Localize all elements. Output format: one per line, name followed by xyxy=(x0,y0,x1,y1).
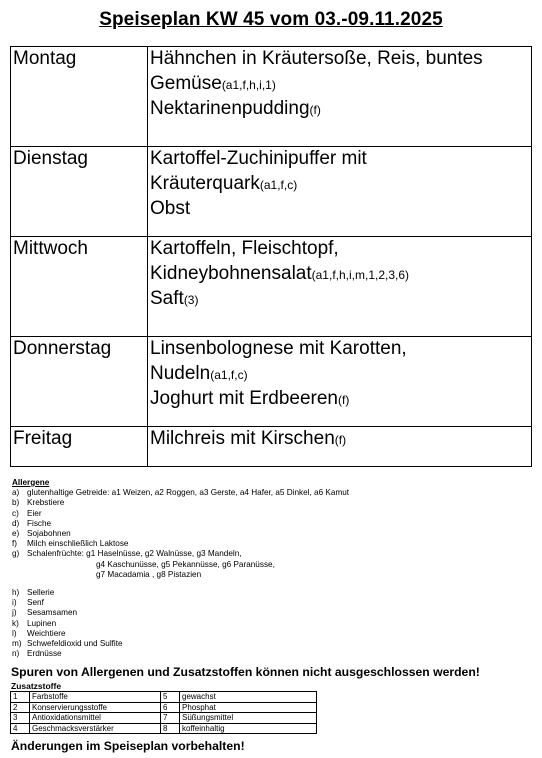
allergen-item xyxy=(12,498,532,508)
allergen-item xyxy=(12,598,532,608)
page-title: Speiseplan KW 45 vom 03.-09.11.2025 xyxy=(99,9,443,30)
zusatz-number: 5 xyxy=(161,692,180,703)
allergen-item xyxy=(12,509,532,519)
meal-cell xyxy=(148,47,532,147)
meal-text: Kidneybohnensalat xyxy=(150,262,312,284)
allergen-item xyxy=(12,608,532,618)
meal-cell xyxy=(148,237,532,337)
allergene-heading: Allergene xyxy=(12,478,50,487)
allergen-continuation: g4 Kaschunüsse, g5 Pekannüsse, g6 Paranüsse, xyxy=(96,559,275,569)
allergen-letter: d) xyxy=(12,518,20,528)
allergen-letter: e) xyxy=(12,529,20,539)
allergen-text: Sellerie xyxy=(27,588,55,598)
meal-text: Linsenbolognese mit Karotten, xyxy=(150,338,407,359)
allergen-text: Sesamsamen xyxy=(27,608,78,618)
meal-line xyxy=(150,97,528,123)
menu-row xyxy=(11,337,532,427)
allergen-item xyxy=(12,539,532,549)
spacer xyxy=(12,580,532,588)
allergen-continuation: g7 Macadamia , g8 Pistazien xyxy=(96,569,202,579)
zusatz-name: Antioxidationsmittel xyxy=(30,713,161,724)
meal-line xyxy=(150,172,528,198)
menu-row xyxy=(11,427,532,467)
meal-text: Saft xyxy=(150,288,184,309)
meal-cell xyxy=(148,147,532,237)
allergene-list xyxy=(12,488,532,659)
allergen-text: Senf xyxy=(27,598,44,608)
zusatz-name: Farbstoffe xyxy=(30,692,161,703)
meal-line xyxy=(150,237,528,262)
allergene-section xyxy=(12,478,532,659)
menu-row xyxy=(11,147,532,237)
zusatz-number: 1 xyxy=(11,692,30,703)
allergen-letter: b) xyxy=(12,498,20,508)
meal-text: Joghurt mit Erdbeeren xyxy=(150,388,338,409)
allergen-letter: n) xyxy=(12,649,20,659)
zusatz-number: 4 xyxy=(11,723,30,734)
allergen-text: Lupinen xyxy=(27,618,57,628)
meal-line xyxy=(150,427,528,453)
allergen-text: Fische xyxy=(27,518,52,528)
zusatzstoffe-table xyxy=(10,691,317,734)
meal-text: Milchreis mit Kirschen xyxy=(150,428,335,449)
allergen-codes: (a1,f,c) xyxy=(259,177,298,192)
allergen-letter: h) xyxy=(12,588,20,598)
allergen-codes: (3) xyxy=(183,293,199,307)
meal-text: Hähnchen in Kräutersoße, Reis, buntes xyxy=(150,48,483,69)
allergen-item xyxy=(12,629,532,639)
allergen-letter: g) xyxy=(12,549,20,559)
meal-line xyxy=(150,47,528,72)
meal-line xyxy=(150,362,528,388)
meal-text: Kartoffel-Zuchinipuffer mit xyxy=(150,148,367,169)
zusatz-number: 3 xyxy=(11,713,30,724)
day-name: Dienstag xyxy=(11,147,148,237)
allergen-item xyxy=(12,519,532,529)
zusatz-number: 8 xyxy=(161,723,180,734)
allergen-item xyxy=(12,619,532,629)
menu-table xyxy=(10,46,532,467)
zusatz-number: 6 xyxy=(161,702,180,713)
meal-cell xyxy=(148,427,532,467)
allergen-item xyxy=(12,529,532,539)
zusatz-name: Geschmacksverstärker xyxy=(30,723,161,734)
meal-text: Obst xyxy=(150,198,191,219)
meal-text: Gemüse xyxy=(150,72,222,94)
zusatz-name: koffeinhaltig xyxy=(180,723,317,734)
meal-text: Nudeln xyxy=(150,362,211,384)
warning-text: Spuren von Allergenen und Zusatzstoffen können nicht ausgeschlossen werden! xyxy=(11,665,480,679)
meal-text: Nektarinenpudding xyxy=(150,98,310,119)
allergen-codes: (f) xyxy=(309,103,321,117)
allergen-codes: (a1,f,h,i,m,1,2,3,6) xyxy=(311,267,410,282)
zusatz-name: Konservierungsstoffe xyxy=(30,702,161,713)
zusatz-row xyxy=(11,692,317,703)
allergen-letter: i) xyxy=(12,598,17,608)
day-name: Mittwoch xyxy=(11,237,148,337)
day-name: Montag xyxy=(11,47,148,147)
allergen-text: Weichtiere xyxy=(27,628,66,638)
meal-line xyxy=(150,72,528,98)
allergen-item xyxy=(12,588,532,598)
allergen-item xyxy=(12,549,532,559)
zusatz-name: Süßungsmittel xyxy=(180,713,317,724)
meal-cell xyxy=(148,337,532,427)
menu-row xyxy=(11,237,532,337)
allergen-text: Milch einschließlich Laktose xyxy=(27,539,129,549)
meal-line xyxy=(150,197,528,222)
zusatz-name: gewachst xyxy=(180,692,317,703)
day-name: Freitag xyxy=(11,427,148,467)
zusatz-row xyxy=(11,723,317,734)
allergen-text: glutenhaltige Getreide: a1 Weizen, a2 Roggen, a3 Gerste, a4 Hafer, a5 Dinkel, a6 Kamut xyxy=(27,488,350,498)
zusatz-number: 2 xyxy=(11,702,30,713)
meal-line xyxy=(150,287,528,313)
allergen-codes: (a1,f,h,i,1) xyxy=(221,77,276,92)
meal-text: Kartoffeln, Fleischtopf, xyxy=(150,238,339,259)
allergen-letter: c) xyxy=(12,508,19,518)
footer-note: Änderungen im Speiseplan vorbehalten! xyxy=(11,739,245,753)
zusatz-number: 7 xyxy=(161,713,180,724)
allergen-text: Erdnüsse xyxy=(27,649,62,659)
allergen-letter: m) xyxy=(12,639,22,649)
meal-line xyxy=(150,262,528,288)
menu-row xyxy=(11,47,532,147)
zusatz-row xyxy=(11,702,317,713)
allergen-text: Schalenfrüchte: g1 Haselnüsse, g2 Walnüsse, g3 Mandeln, xyxy=(27,549,242,559)
allergen-codes: (a1,f,c) xyxy=(210,367,248,382)
meal-text: Kräuterquark xyxy=(150,172,260,194)
allergen-letter: k) xyxy=(12,618,19,628)
meal-line xyxy=(150,387,528,413)
allergen-text: Eier xyxy=(27,508,42,518)
allergen-item xyxy=(12,649,532,659)
allergen-letter: l) xyxy=(12,628,17,638)
zusatz-row xyxy=(11,713,317,724)
allergen-text: Sojabohnen xyxy=(27,529,71,539)
allergen-letter: f) xyxy=(12,539,18,549)
zusatzstoffe-heading: Zusatzstoffe xyxy=(11,681,62,691)
allergen-codes: (f) xyxy=(334,433,347,447)
meal-line xyxy=(150,147,528,172)
allergen-item xyxy=(12,639,532,649)
zusatz-name: Phosphat xyxy=(180,702,317,713)
allergen-item xyxy=(12,488,532,498)
allergen-codes: (f) xyxy=(338,393,350,407)
allergen-letter: j) xyxy=(12,608,17,618)
allergen-letter: a) xyxy=(12,488,20,498)
day-name: Donnerstag xyxy=(11,337,148,427)
allergen-text: Krebstiere xyxy=(27,498,65,508)
meal-line xyxy=(150,337,528,362)
allergen-text: Schwefeldioxid und Sulfite xyxy=(27,639,123,649)
